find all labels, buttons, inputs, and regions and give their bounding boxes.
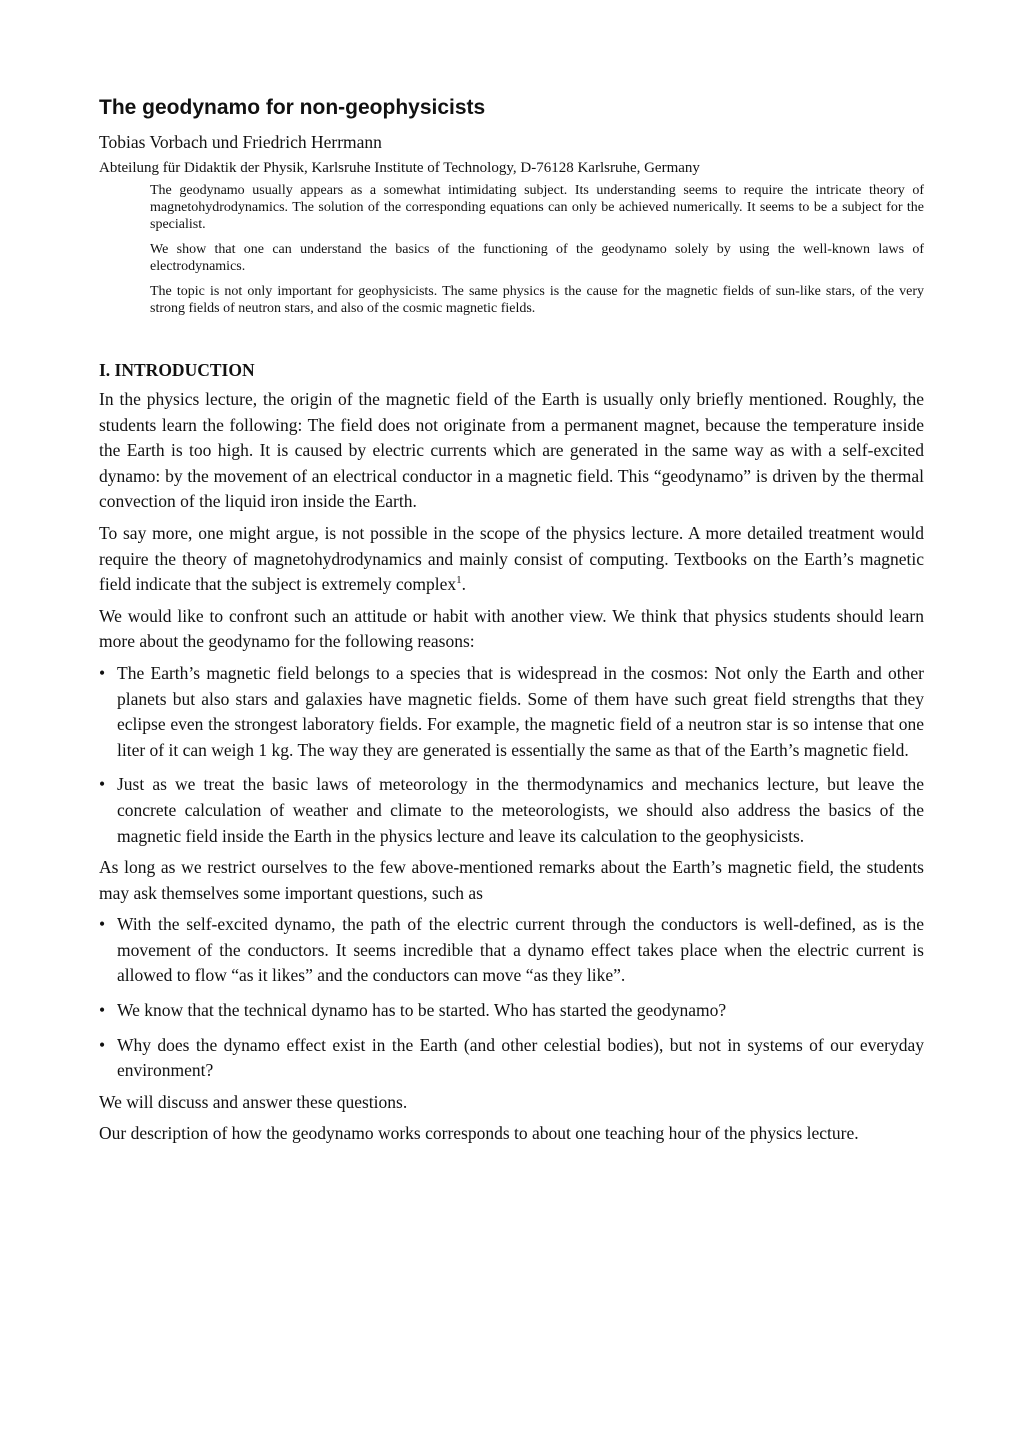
paper-title: The geodynamo for non-geophysicists bbox=[99, 96, 486, 119]
list-item-text: With the self-excited dynamo, the path of the electric current through the conductors is well-defined, as is the movement of the conductors. It seems incredible that a dynamo effect takes place when the electric current is allowed to flow “as it likes” and the conductors can move “as they like”. bbox=[117, 914, 924, 986]
body-paragraph: As long as we restrict ourselves to the few above-mentioned remarks about the Earth’s magnetic field, the students may ask themselves some important questions, such as bbox=[99, 857, 924, 903]
list-item bbox=[99, 772, 924, 849]
body-paragraph: We will discuss and answer these questions. bbox=[99, 1091, 408, 1112]
body-text: To say more, one might argue, is not possible in the scope of the physics lecture. A more detailed treatment would require the theory of magnetohydrodynamics and mainly consist of computing. Textbooks on the Earth’s magnetic field indicate that the subject is extremely complex bbox=[99, 522, 924, 595]
bullet-icon: • bbox=[99, 1034, 106, 1055]
list-item bbox=[99, 1033, 924, 1084]
list-item bbox=[99, 912, 924, 989]
bullet-icon: • bbox=[99, 1000, 106, 1021]
bullet-icon: • bbox=[99, 914, 106, 935]
list-item bbox=[99, 998, 924, 1024]
footnote-marker[interactable]: 1 bbox=[456, 574, 462, 587]
abstract-paragraph: The topic is not only important for geophysicists. The same physics is the cause for the magnetic fields of sun-like stars, of the very strong fields of neutron stars, and also of the cosmic magnetic fields. bbox=[150, 284, 924, 316]
abstract bbox=[150, 182, 924, 317]
bullet-icon: • bbox=[99, 774, 106, 795]
abstract-paragraph: We show that one can understand the basics of the functioning of the geodynamo solely by using the well-known laws of electrodynamics. bbox=[150, 242, 924, 274]
list-item-text: We know that the technical dynamo has to be started. Who has started the geodynamo? bbox=[117, 1000, 727, 1021]
list-item-text: Just as we treat the basic laws of meteorology in the thermodynamics and mechanics lecture, but leave the concrete calculation of weather and climate to the meteorologists, we should also address the basics of the magnetic field inside the Earth in the physics lecture and leave its calculation to the geophysicists. bbox=[117, 774, 924, 846]
body-paragraph: We would like to confront such an attitude or habit with another view. We think that physics students should learn more about the geodynamo for the following reasons: bbox=[99, 605, 924, 652]
section-heading: I. INTRODUCTION bbox=[99, 360, 255, 380]
abstract-paragraph: The geodynamo usually appears as a somewhat intimidating subject. Its understanding seems to require the intricate theory of magnetohydrodynamics. The solution of the corresponding equations can only be achieved numerically. It seems to be a subject for the specialist. bbox=[150, 183, 924, 232]
body-paragraph bbox=[99, 521, 924, 598]
body-paragraph: Our description of how the geodynamo works corresponds to about one teaching hour of the physics lecture. bbox=[99, 1123, 859, 1144]
body-paragraph: In the physics lecture, the origin of the magnetic field of the Earth is usually only briefly mentioned. Roughly, the students learn the following: The field does not originate from a permanent magnet, because the temperature inside the Earth is too high. It is caused by electric currents which are generated in the same way as with a self-excited dynamo: by the movement of an electrical conductor in a magnetic field. This “geodynamo” is driven by the thermal convection of the liquid iron inside the Earth. bbox=[99, 389, 924, 512]
reasons-list bbox=[99, 661, 924, 849]
affiliation: Abteilung für Didaktik der Physik, Karlsruhe Institute of Technology, D-76128 Karlsruhe, Germany bbox=[99, 160, 700, 176]
list-item-text: Why does the dynamo effect exist in the Earth (and other celestial bodies), but not in systems of our everyday environment? bbox=[117, 1034, 924, 1081]
questions-list bbox=[99, 912, 924, 1084]
bullet-icon: • bbox=[99, 662, 106, 683]
list-item bbox=[99, 661, 924, 763]
author-list: Tobias Vorbach und Friedrich Herrmann bbox=[99, 132, 382, 152]
paper-page bbox=[99, 92, 924, 1147]
body-text: . bbox=[461, 574, 467, 595]
list-item-text: The Earth’s magnetic field belongs to a species that is widespread in the cosmos: Not only the Earth and other planets but also stars and galaxies have magnetic fields. Some of them have such great field strengths that they eclipse even the strongest laboratory fields. For example, the magnetic field of a neutron star is so intense that one liter of it can weigh 1 kg. The way they are generated is essentially the same as that of the Earth’s magnetic field. bbox=[117, 662, 924, 760]
